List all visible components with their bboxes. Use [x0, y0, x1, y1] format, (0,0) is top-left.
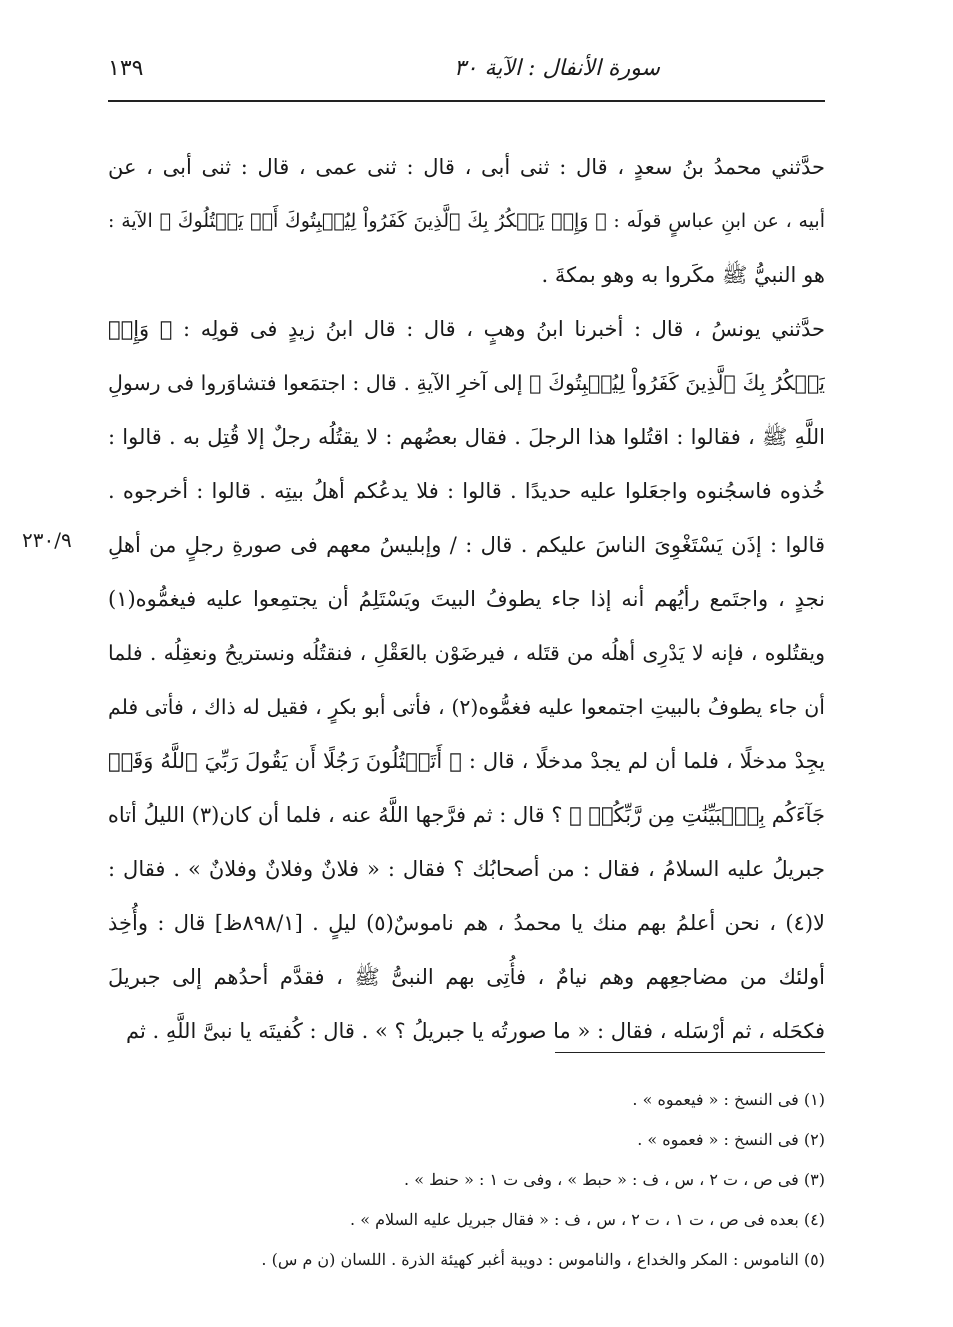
footnote: (٢) فى النسخ : « فعموه » . — [637, 1130, 825, 1149]
text-line: أولئك من مضاجعِهم وهم نيامٌ ، فأُتِى بهم النبىُّ ﷺ ، فقدَّم أحدُهم إلى جبريلَ — [108, 965, 825, 989]
text-line: يَمۡكُرُ بِكَ ٱلَّذِينَ كَفَرُواْ لِيُثۡبِتُوكَ ﴾ إلى آخرِ الآيةِ . قال : اجتمَعوا فتشاوَروا فى رسولِ — [108, 371, 825, 395]
running-title: سورة الأنفال : الآية ٣٠ — [453, 56, 660, 81]
text-line: حدَّثني محمدُ بنُ سعدٍ ، قال : ثنى أبى ، قال : ثنى عمى ، قال : ثنى أبى ، عن — [108, 155, 825, 179]
footnote: (٣) فى ص ، ت ٢ ، س ، ف : « حبط » ، وفى ت ١ : « حنط » . — [404, 1170, 825, 1189]
text-line: جبريلُ عليه السلامُ ، فقال : من أصحابُك ؟ فقال : « فلانٌ وفلانٌ وفلانٌ » . فقال : — [108, 857, 825, 881]
text-line: فكحَله ، ثم أرْسَله ، فقال : « ما صورتُه يا جبريلُ ؟ » . قال : كُفيتَه يا نبىَّ اللَّهِ . ثم — [126, 1019, 825, 1043]
margin-reference: ٢٣٠/٩ — [22, 528, 72, 552]
main-text — [108, 140, 825, 1058]
text-line: أن جاء يطوفُ بالبيتِ اجتمعوا عليه فغمُّوه(٢) ، فأتى أبو بكرٍ ، فقيل له ذاك ، فأتى فلم — [108, 695, 825, 719]
footnote-rule — [555, 1052, 825, 1053]
text-line: نجدٍ ، واجتَمع رأيُهم أنه إذا جاء يطوفُ البيتَ ويَسْتَلِمُ أن يجتمِعوا عليه فيغمُّوه(١) — [108, 587, 825, 611]
text-line: أبيه ، عن ابنِ عباسٍ قولَه : ﴿ وَإِذۡ يَمۡكُرُ بِكَ ٱلَّذِينَ كَفَرُواْ لِيُثۡبِتُوكَ أَوۡ يَقۡتُلُوكَ ﴾ الآية : — [108, 210, 825, 232]
text-line: يجِدْ مدخلًا ، فلما أن لم يجدْ مدخلًا ، قال : ﴿ أَتَقۡتُلُونَ رَجُلًا أَن يَقُولَ رَبِّيَ ٱللَّهُ وَقَدۡ — [108, 749, 825, 773]
page-number: ١٣٩ — [108, 56, 144, 81]
text-line: حدَّثني يونسُ ، قال : أخبرنا ابنُ وهبٍ ، قال : قال ابنُ زيدٍ فى قولِه : ﴿ وَإِذۡ — [108, 317, 825, 341]
text-line: لا(٤) ، نحن أعلمُ بهم منك يا محمدُ ، هم ناموسٌ(٥) ليلٍ . [٨٩٨/١ظ] قال : وأُخِذ — [108, 911, 825, 935]
text-line: جَآءَكُم بِٱلۡبَيِّنَٰتِ مِن رَّبِّكُمۡ ﴾ ؟ قال : ثم فرَّجها اللَّهُ عنه ، فلما أن كان(٣) الليلُ أتاه — [108, 803, 825, 827]
footnote: (٤) بعده فى ص ، ت ١ ، ت ٢ ، س ، ف : « فقال جبريل عليه السلام » . — [350, 1210, 825, 1229]
text-line: قالوا : إذَن يَسْتَغْوِىَ الناسَ عليكم . قال : / وإبليسُ معهم فى صورةِ رجلٍ من أهلِ — [108, 533, 825, 557]
page-header — [108, 52, 825, 92]
footnote: (١) فى النسخ : « فيعموه » . — [632, 1090, 825, 1109]
footnote: (٥) الناموس : المكر والخداع ، والناموس : دويبة أغبر كهيئة الذرة . اللسان (ن م س) . — [261, 1250, 825, 1269]
text-line: ويقتُلوه ، فإنه لا يَدْرِى أهلُه من قتَله ، فيرضَوْن بالعَقْلِ ، فنقتُلُه ونستريحُ ونعقِلُه . فلما — [108, 641, 825, 665]
text-line: خُذوه فاسجُنوه واجعَلوا عليه حديدًا . قالوا : فلا يدعُكم أهلُ بيتِه . قالوا : أخرجوه . — [108, 479, 825, 503]
text-line: اللَّهِ ﷺ ، فقالوا : اقتُلوا هذا الرجلَ . فقال بعضُهم : لا يقتُلُه رجلٌ إلا قُتِل به . قالوا : — [108, 425, 825, 449]
footnotes — [108, 1080, 825, 1280]
text-line: هو النبيُّ ﷺ مكَروا به وهو بمكةَ . — [541, 263, 825, 287]
header-rule — [108, 100, 825, 102]
